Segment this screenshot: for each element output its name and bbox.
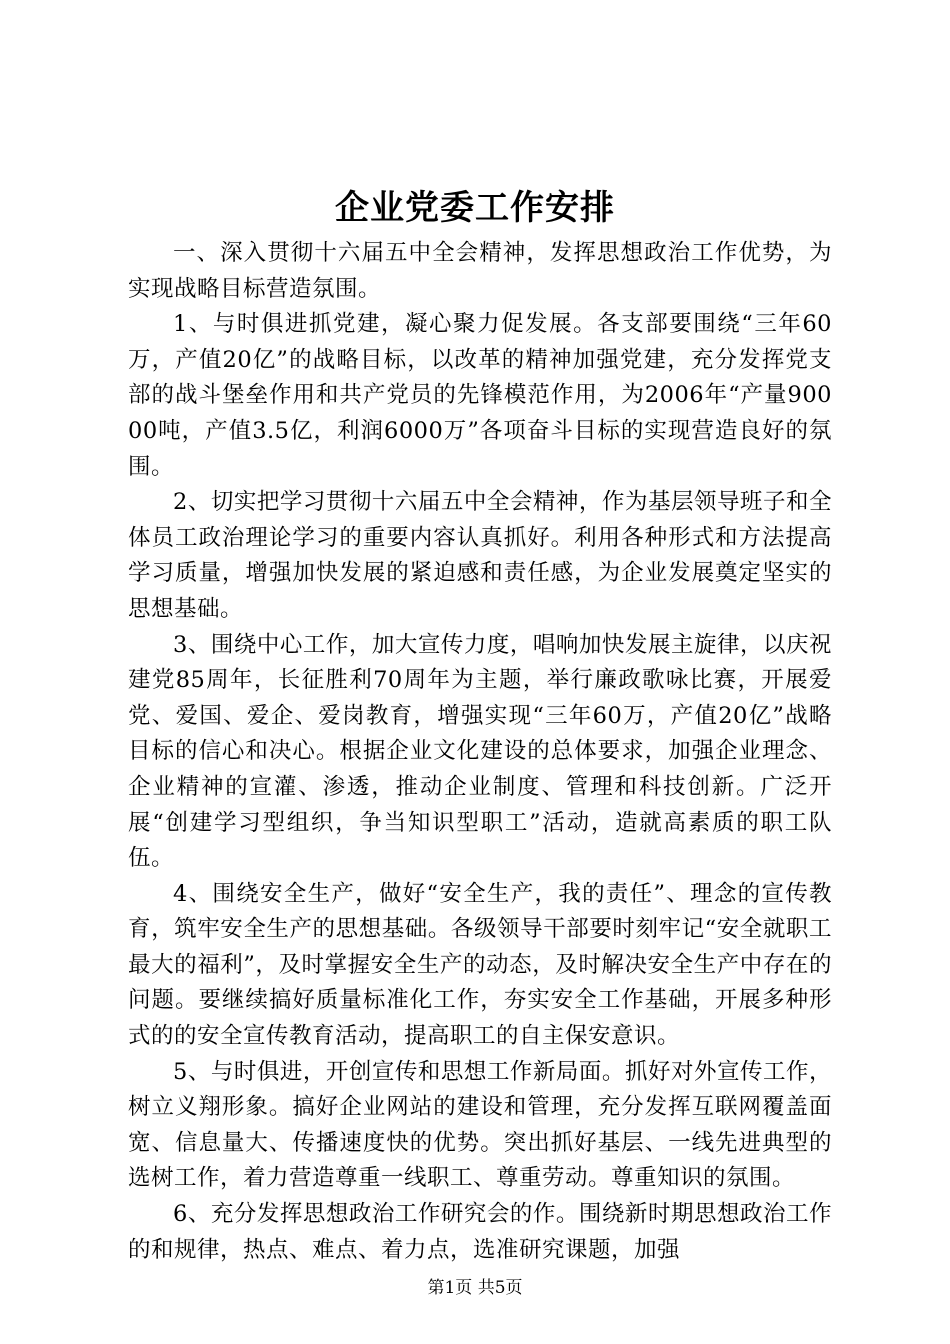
document-body (128, 236, 832, 1268)
page-number-footer: 第1页 共5页 (427, 1278, 523, 1298)
document-title: 企业党委工作安排 (335, 188, 615, 228)
paragraph-item-5: 5、与时俱进，开创宣传和思想工作新局面。抓好对外宣传工作，树立义翔形象。搞好企业网站的建设和管理，充分发挥互联网覆盖面宽、信息量大、传播速度快的优势。突出抓好基层、一线先进典型的选树工作，着力营造尊重一线职工、尊重劳动。尊重知识的氛围。 (128, 1058, 832, 1192)
paragraph-item-4: 4、围绕安全生产，做好“安全生产，我的责任”、理念的宣传教育，筑牢安全生产的思想基础。各级领导干部要时刻牢记“安全就职工最大的福利”，及时掌握安全生产的动态，及时解决安全生产中存在的问题。要继续搞好质量标准化工作，夯实安全工作基础，开展多种形式的的安全宣传教育活动，提高职工的自主保安意识。 (128, 880, 832, 1050)
paragraph-item-1: 1、与时俱进抓党建，凝心聚力促发展。各支部要围绕“三年60万，产值20亿”的战略目标，以改革的精神加强党建，充分发挥党支部的战斗堡垒作用和共产党员的先锋模范作用，为2006年“产量90000吨，产值3.5亿，利润6000万”各项奋斗目标的实现营造良好的氛围。 (128, 311, 832, 480)
paragraph-item-2: 2、切实把学习贯彻十六届五中全会精神，作为基层领导班子和全体员工政治理论学习的重要内容认真抓好。利用各种形式和方法提高学习质量，增强加快发展的紧迫感和责任感，为企业发展奠定坚实的思想基础。 (128, 489, 832, 622)
paragraph-section-1: 一、深入贯彻十六届五中全会精神，发挥思想政治工作优势，为实现战略目标营造氛围。 (128, 240, 832, 302)
paragraph-item-6: 6、充分发挥思想政治工作研究会的作。围绕新时期思想政治工作的和规律，热点、难点、着力点，选准研究课题，加强 (128, 1201, 832, 1263)
paragraph-item-3: 3、围绕中心工作，加大宣传力度，唱响加快发展主旋律，以庆祝建党85周年，长征胜利70周年为主题，举行廉政歌咏比赛，开展爱党、爱国、爱企、爱岗教育，增强实现“三年60万，产值20亿”战略目标的信心和决心。根据企业文化建设的总体要求，加强企业理念、企业精神的宣灌、渗透，推动企业制度、管理和科技创新。广泛开展“创建学习型组织，争当知识型职工”活动，造就高素质的职工队伍。 (128, 631, 832, 872)
